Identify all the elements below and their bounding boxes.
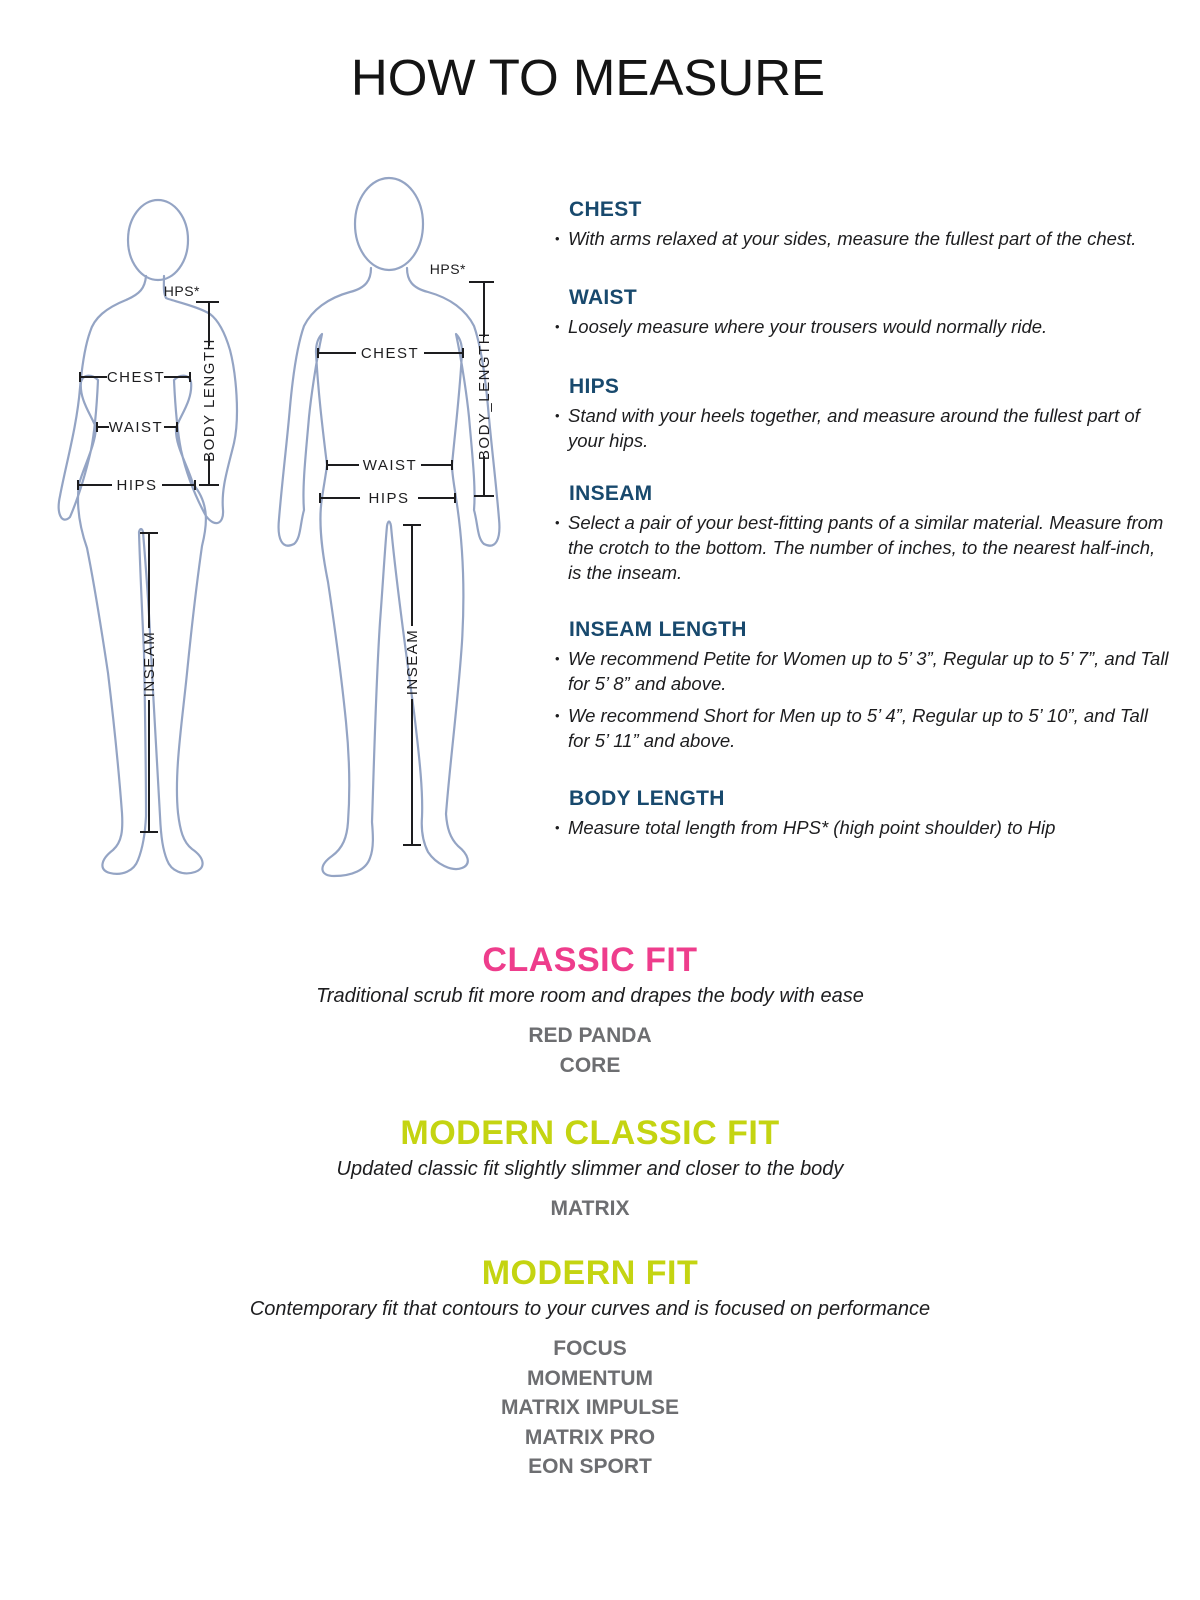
product-red-panda: RED PANDA — [528, 1024, 652, 1047]
product-momentum: MOMENTUM — [527, 1366, 653, 1390]
fit-modern-classic-title: MODERN CLASSIC FIT — [400, 1114, 780, 1152]
female-body-length-label: BODY LENGTH — [201, 338, 218, 462]
female-figure-diagram — [50, 188, 290, 888]
product-core: CORE — [559, 1053, 621, 1077]
male-chest-label: CHEST — [360, 345, 420, 362]
fit-classic-subtitle: Traditional scrub fit more room and drapes the body with ease — [316, 985, 864, 1007]
bullet-dot: • — [555, 820, 560, 835]
product-matrix-impulse: MATRIX IMPULSE — [500, 1396, 680, 1419]
section-hips-title: HIPS — [569, 375, 620, 398]
bullet-dot: • — [555, 408, 560, 423]
section-inseam-length — [555, 617, 1173, 753]
fit-classic-title: CLASSIC FIT — [482, 941, 698, 979]
male-figure-diagram — [270, 162, 530, 882]
male-head-outline — [355, 178, 423, 270]
product-matrix-pro: MATRIX PRO — [524, 1425, 656, 1449]
fit-modern-classic-subtitle: Updated classic fit slightly slimmer and closer to the body — [336, 1158, 844, 1180]
section-waist — [555, 285, 1173, 339]
bullet-text: We recommend Short for Men up to 5’ 4”, Regular up to 5’ 10”, and Tall for 5’ 11” and above. — [568, 705, 1148, 751]
bullet-text: Loosely measure where your trousers would normally ride. — [568, 316, 1048, 337]
section-inseam-title: INSEAM — [569, 482, 653, 505]
section-body-length-title: BODY LENGTH — [569, 787, 725, 810]
female-hips-label: HIPS — [116, 477, 158, 494]
section-inseam-length-bullet-1 — [555, 646, 1173, 696]
page-title: HOW TO MEASURE — [350, 49, 826, 106]
product-focus: FOCUS — [553, 1337, 627, 1360]
section-hips-bullet — [555, 403, 1173, 453]
bullet-dot: • — [555, 708, 560, 723]
section-waist-bullet — [555, 314, 1173, 339]
section-chest-bullet — [555, 226, 1173, 251]
section-body-length-bullet — [555, 815, 1173, 840]
section-hips — [555, 374, 1173, 453]
fit-modern — [0, 1253, 1180, 1482]
fit-modern-subtitle: Contemporary fit that contours to your curves and is focused on performance — [249, 1298, 931, 1320]
section-waist-title: WAIST — [569, 286, 637, 309]
male-body-length-label: BODY_LENGTH — [476, 331, 493, 461]
male-waist-label: WAIST — [362, 457, 418, 474]
bullet-text: We recommend Petite for Women up to 5’ 3”, Regular up to 5’ 7”, and Tall for 5’ 8” and above. — [568, 648, 1169, 694]
bullet-dot: • — [555, 515, 560, 530]
bullet-text: Measure total length from HPS* (high point shoulder) to Hip — [568, 817, 1056, 838]
male-hips-label: HIPS — [368, 490, 410, 507]
fit-classic — [0, 940, 1180, 1080]
bullet-text: With arms relaxed at your sides, measure the fullest part of the chest. — [568, 228, 1137, 249]
product-eon-sport: EON SPORT — [528, 1455, 652, 1478]
section-inseam-length-title: INSEAM LENGTH — [569, 618, 747, 641]
female-hps-label: HPS* — [163, 283, 200, 299]
section-chest-title: CHEST — [569, 198, 642, 221]
fit-modern-title: MODERN FIT — [481, 1254, 699, 1292]
section-chest — [555, 197, 1173, 251]
male-hps-label: HPS* — [429, 261, 466, 277]
female-inseam-label: INSEAM — [141, 630, 158, 698]
female-chest-label: CHEST — [106, 369, 166, 386]
section-inseam — [555, 481, 1173, 585]
section-inseam-bullet — [555, 510, 1173, 585]
section-inseam-length-bullet-2 — [555, 703, 1173, 753]
male-inseam-label: INSEAM — [404, 628, 421, 696]
bullet-dot: • — [555, 319, 560, 334]
female-waist-label: WAIST — [108, 419, 164, 436]
female-head-outline — [128, 200, 188, 280]
bullet-dot: • — [555, 231, 560, 246]
fit-modern-classic — [0, 1113, 1180, 1224]
bullet-dot: • — [555, 651, 560, 666]
section-body-length — [555, 786, 1173, 840]
product-matrix: MATRIX — [550, 1197, 630, 1220]
bullet-text: Stand with your heels together, and measure around the fullest part of your hips. — [568, 405, 1140, 451]
bullet-text: Select a pair of your best-fitting pants of a similar material. Measure from the crotch to the bottom. The number of inches, to the nearest half-inch, is the inseam. — [568, 512, 1164, 583]
